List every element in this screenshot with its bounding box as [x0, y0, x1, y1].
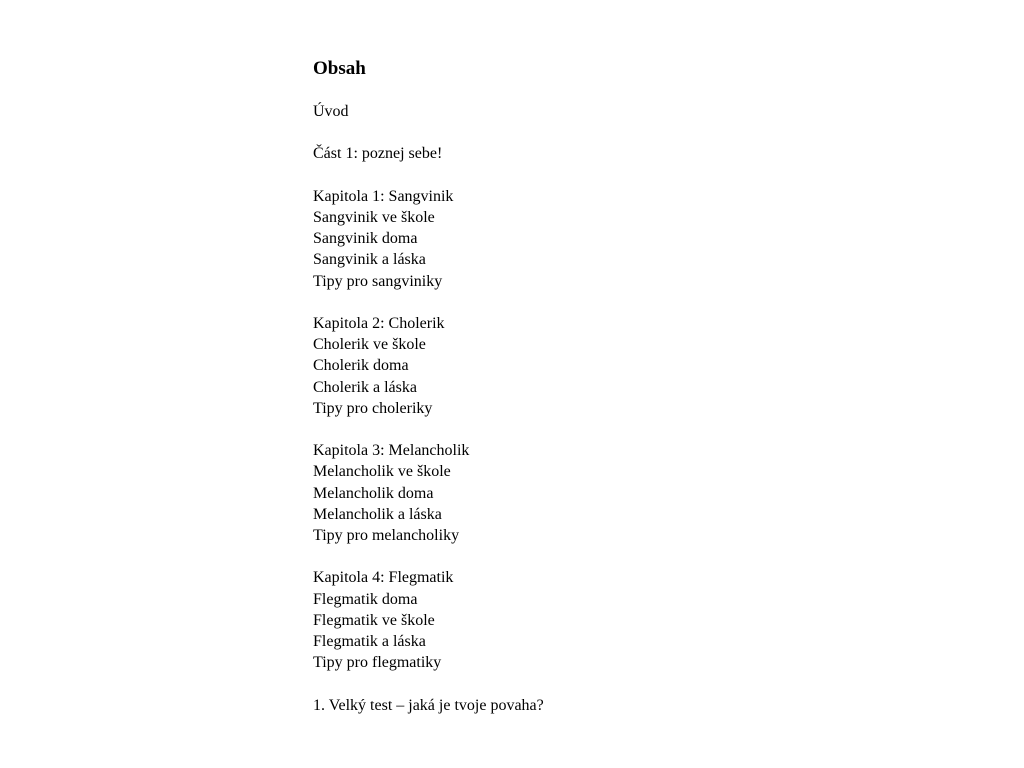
spacer — [313, 292, 993, 313]
chapter-item: Flegmatik a láska — [313, 633, 426, 650]
chapter-heading: Kapitola 2: Cholerik — [313, 314, 445, 332]
spacer — [313, 165, 993, 186]
table-of-contents — [313, 57, 993, 716]
chapter-item: Cholerik doma — [313, 357, 409, 375]
chapter-item: Melancholik doma — [313, 484, 434, 502]
chapter-item: Tipy pro melancholiky — [313, 527, 460, 544]
chapter-item: Sangvinik doma — [313, 230, 418, 248]
chapter-item: Melancholik ve škole — [313, 463, 451, 481]
chapter-heading: Kapitola 3: Melancholik — [313, 442, 470, 460]
chapter-2 — [313, 313, 993, 419]
chapter-item: Flegmatik ve škole — [313, 611, 435, 629]
chapter-item: Sangvinik a láska — [313, 251, 426, 269]
toc-test: 1. Velký test – jaká je tvoje povaha? — [313, 696, 544, 714]
chapter-4 — [313, 567, 993, 673]
spacer — [313, 546, 993, 567]
chapter-heading: Kapitola 4: Flegmatik — [313, 569, 454, 587]
spacer — [313, 122, 993, 143]
chapter-3 — [313, 440, 993, 546]
chapter-item: Sangvinik ve škole — [313, 208, 435, 226]
chapter-item: Cholerik a láska — [313, 378, 417, 396]
chapter-1 — [313, 186, 993, 292]
chapter-item: Tipy pro sangviniky — [313, 272, 443, 290]
spacer — [313, 419, 993, 440]
chapter-item: Tipy pro flegmatiky — [313, 654, 442, 672]
chapter-item: Flegmatik doma — [313, 590, 418, 608]
toc-intro: Úvod — [313, 103, 349, 120]
toc-part-1: Část 1: poznej sebe! — [313, 145, 443, 163]
toc-title: Obsah — [313, 58, 366, 79]
spacer — [313, 673, 993, 694]
chapter-item: Melancholik a láska — [313, 505, 442, 523]
chapter-item: Cholerik ve škole — [313, 336, 426, 354]
chapter-heading: Kapitola 1: Sangvinik — [313, 187, 454, 205]
chapter-item: Tipy pro choleriky — [313, 399, 433, 417]
